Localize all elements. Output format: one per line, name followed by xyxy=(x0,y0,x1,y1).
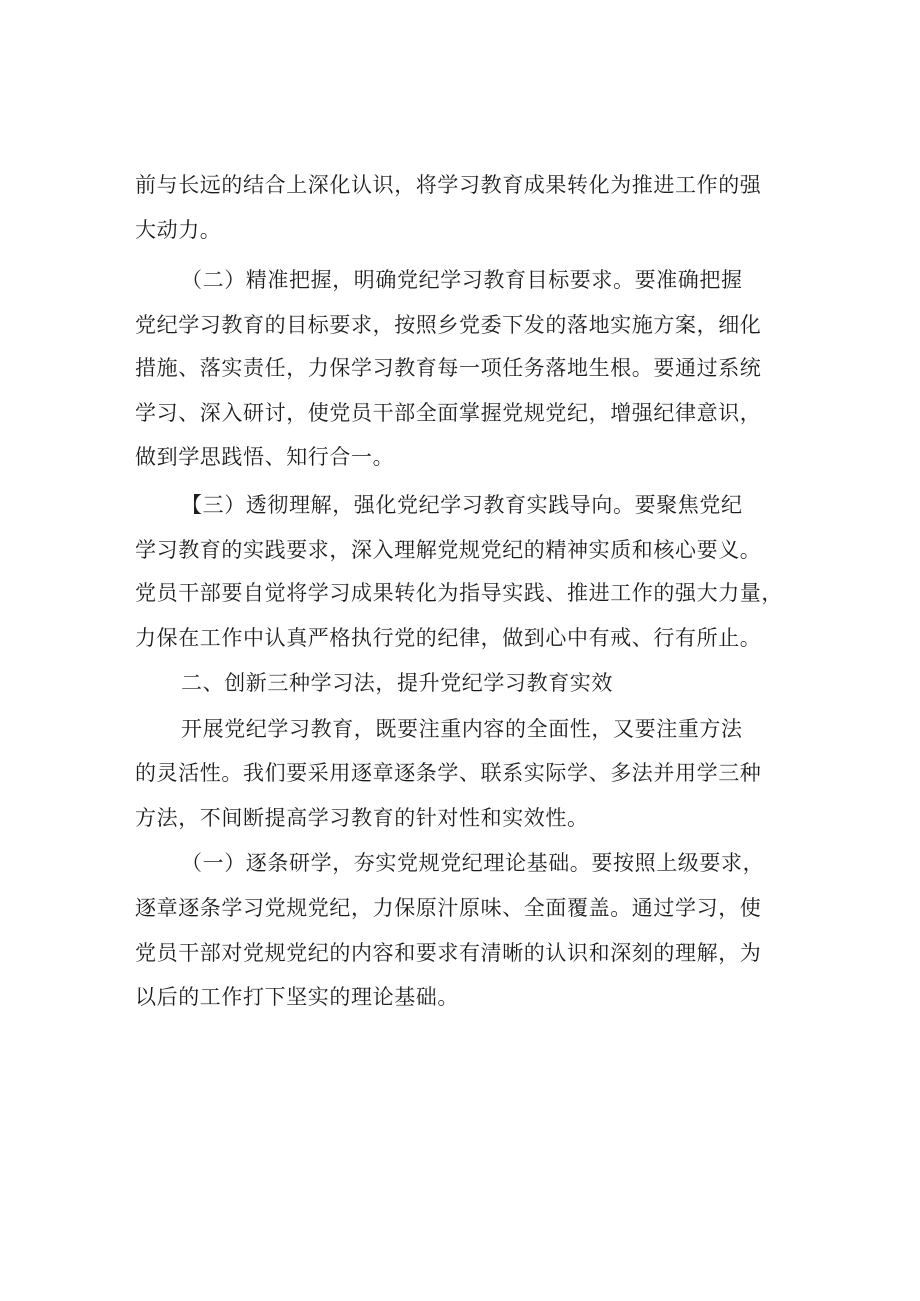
text-line: 党员干部要自觉将学习成果转化为指导实践、推进工作的强大力量， xyxy=(135,581,783,605)
text-line: 做到学思践悟、知行合一。 xyxy=(135,445,395,469)
text-line: 力保在工作中认真严格执行党的纪律，做到心中有戒、行有所止。 xyxy=(135,626,762,650)
text-line: 逐章逐条学习党规党纪，力保原汁原味、全面覆盖。通过学习，使 xyxy=(135,896,762,920)
text-line: 学习教育的实践要求，深入理解党规党纪的精神实质和核心要义。 xyxy=(135,538,762,562)
text-line: 党纪学习教育的目标要求，按照乡党委下发的落地实施方案，细化 xyxy=(135,313,762,337)
text-line: 前与长远的结合上深化认识，将学习教育成果转化为推进工作的强 xyxy=(135,173,762,197)
text-line: 措施、落实责任，力保学习教育每一项任务落地生根。要通过系统 xyxy=(135,356,762,380)
text-line: 方法，不间断提高学习教育的针对性和实效性。 xyxy=(135,806,589,830)
text-line: 开展党纪学习教育，既要注重内容的全面性，又要注重方法 xyxy=(181,717,743,741)
text-line: 学习、深入研讨，使党员干部全面掌握党规党纪，增强纪律意识， xyxy=(135,401,762,425)
text-line: 大动力。 xyxy=(135,218,222,242)
section-heading-line: （一）逐条研学，夯实党规党纪理论基础。要按照上级要求， xyxy=(181,851,765,875)
section-heading-line: （二）精准把握，明确党纪学习教育目标要求。要准确把握 xyxy=(181,268,743,292)
section-heading-line: 【三）透彻理解，强化党纪学习教育实践导向。要聚焦党纪 xyxy=(181,493,743,517)
text-line: 党员干部对党规党纪的内容和要求有清晰的认识和深刻的理解，为 xyxy=(135,941,762,965)
text-line: 以后的工作打下坚实的理论基础。 xyxy=(135,985,459,1009)
text-line: 的灵活性。我们要采用逐章逐条学、联系实际学、多法并用学三种 xyxy=(135,761,762,785)
part-heading: 二、创新三种学习法，提升党纪学习教育实效 xyxy=(181,671,613,695)
